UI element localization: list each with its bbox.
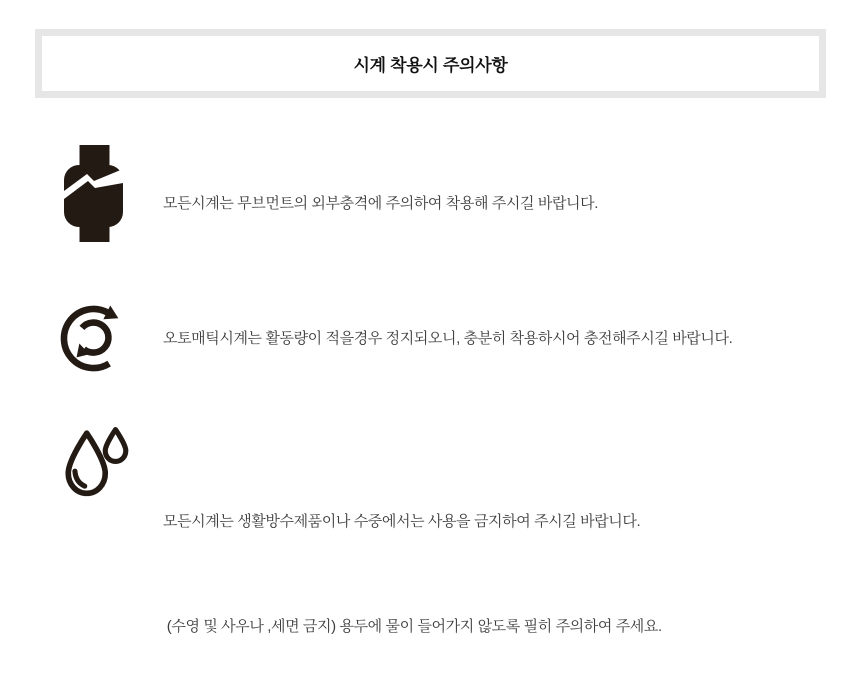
rotation-arrows-icon <box>56 298 131 379</box>
automatic-watch-warning-text: 오토매틱시계는 활동량이 적을경우 정지되오니, 충분히 착용하시어 충전해주시길 바랍니다. <box>163 330 733 347</box>
water-warning-line-2: (수영 및 사우나 ,세면 금지) 용두에 물이 들어가지 않도록 필히 주의하여 주세요. <box>163 618 662 635</box>
title-box <box>35 29 826 98</box>
cracked-watch-icon <box>64 145 123 242</box>
water-warning-text <box>163 434 662 679</box>
water-warning-line-1: 모든시계는 생활방수제품이나 수중에서는 사용을 금지하여 주시길 바랍니다. <box>163 513 641 530</box>
shock-warning-text: 모든시계는 무브먼트의 외부충격에 주의하여 착용해 주시길 바랍니다. <box>163 195 598 212</box>
water-drops-icon <box>63 426 129 500</box>
page-title: 시계 착용시 주의사항 <box>353 56 508 75</box>
